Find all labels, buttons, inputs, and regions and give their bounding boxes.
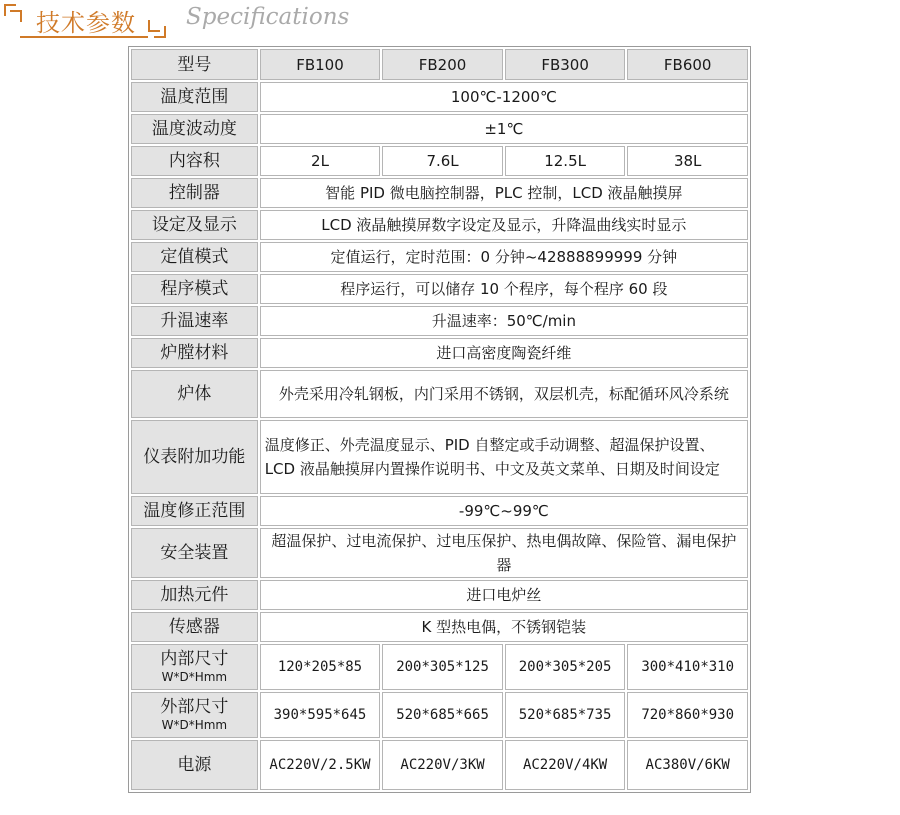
table-row	[131, 612, 748, 642]
row-value: -99℃~99℃	[260, 496, 748, 526]
table-row	[131, 146, 748, 176]
section-subtitle: Specifications	[186, 4, 350, 30]
row-value: 100℃-1200℃	[260, 82, 748, 112]
table-row	[131, 496, 748, 526]
row-label: 电源	[131, 740, 258, 790]
row-label: 定值模式	[131, 242, 258, 272]
cell-value: 200*305*125	[382, 644, 503, 690]
cell-value: 390*595*645	[260, 692, 381, 738]
cell-value: 12.5L	[505, 146, 626, 176]
row-value: 超温保护、过电流保护、过电压保护、热电偶故障、保险管、漏电保护器	[260, 528, 748, 578]
corner-ornament-icon	[10, 10, 22, 22]
section-header	[0, 0, 900, 40]
row-value: 升温速率：50℃/min	[260, 306, 748, 336]
table-row	[131, 274, 748, 304]
section-title: 技术参数	[36, 9, 136, 37]
row-value: 外壳采用冷轧钢板，内门采用不锈钢，双层机壳，标配循环风冷系统	[260, 370, 748, 418]
row-label: 炉膛材料	[131, 338, 258, 368]
table-row	[131, 644, 748, 690]
cell-value: AC220V/3KW	[382, 740, 503, 790]
row-label: 炉体	[131, 370, 258, 418]
table-row	[131, 692, 748, 738]
cell-value: AC220V/2.5KW	[260, 740, 381, 790]
row-label: 安全装置	[131, 528, 258, 578]
cell-value: 300*410*310	[627, 644, 748, 690]
row-value: 定值运行，定时范围：0 分钟~42888899999 分钟	[260, 242, 748, 272]
row-label: 加热元件	[131, 580, 258, 610]
row-label: 控制器	[131, 178, 258, 208]
row-label: 温度范围	[131, 82, 258, 112]
row-label	[131, 644, 258, 690]
row-label-text: 外部尺寸	[160, 697, 229, 717]
table-row	[131, 114, 748, 144]
column-header: FB600	[627, 49, 748, 80]
column-header: FB300	[505, 49, 626, 80]
row-label: 设定及显示	[131, 210, 258, 240]
row-label: 内容积	[131, 146, 258, 176]
row-value: LCD 液晶触摸屏数字设定及显示，升降温曲线实时显示	[260, 210, 748, 240]
column-header: FB200	[382, 49, 503, 80]
row-label	[131, 692, 258, 738]
corner-ornament-icon	[154, 26, 166, 38]
table-row	[131, 210, 748, 240]
row-label: 温度修正范围	[131, 496, 258, 526]
table-row	[131, 338, 748, 368]
row-label: 仪表附加功能	[131, 420, 258, 494]
cell-value: 520*685*735	[505, 692, 626, 738]
cell-value: 120*205*85	[260, 644, 381, 690]
cell-value: AC380V/6KW	[627, 740, 748, 790]
cell-value: 720*860*930	[627, 692, 748, 738]
row-value: 温度修正、外壳温度显示、PID 自整定或手动调整、超温保护设置、LCD 液晶触摸屏内置操作说明书、中文及英文菜单、日期及时间设定	[260, 420, 748, 494]
row-value: 进口高密度陶瓷纤维	[260, 338, 748, 368]
row-value: ±1℃	[260, 114, 748, 144]
table-row	[131, 740, 748, 790]
table-row	[131, 82, 748, 112]
table-row	[131, 420, 748, 494]
spec-table	[128, 46, 751, 793]
row-label: 传感器	[131, 612, 258, 642]
cell-value: 520*685*665	[382, 692, 503, 738]
row-label: 温度波动度	[131, 114, 258, 144]
table-row	[131, 178, 748, 208]
cell-value: AC220V/4KW	[505, 740, 626, 790]
row-label-text: 内部尺寸	[160, 649, 229, 669]
table-row	[131, 306, 748, 336]
table-header-row	[131, 49, 748, 80]
row-value: K 型热电偶，不锈钢铠装	[260, 612, 748, 642]
row-value: 进口电炉丝	[260, 580, 748, 610]
table-row	[131, 580, 748, 610]
row-label: 程序模式	[131, 274, 258, 304]
cell-value: 2L	[260, 146, 381, 176]
table-row	[131, 528, 748, 578]
cell-value: 7.6L	[382, 146, 503, 176]
cell-value: 200*305*205	[505, 644, 626, 690]
row-label-unit: W*D*Hmm	[161, 670, 228, 684]
table-row	[131, 370, 748, 418]
row-value: 智能 PID 微电脑控制器，PLC 控制，LCD 液晶触摸屏	[260, 178, 748, 208]
column-header: 型号	[131, 49, 258, 80]
row-value: 程序运行，可以储存 10 个程序，每个程序 60 段	[260, 274, 748, 304]
row-label: 升温速率	[131, 306, 258, 336]
cell-value: 38L	[627, 146, 748, 176]
column-header: FB100	[260, 49, 381, 80]
row-label-unit: W*D*Hmm	[161, 718, 228, 732]
table-row	[131, 242, 748, 272]
